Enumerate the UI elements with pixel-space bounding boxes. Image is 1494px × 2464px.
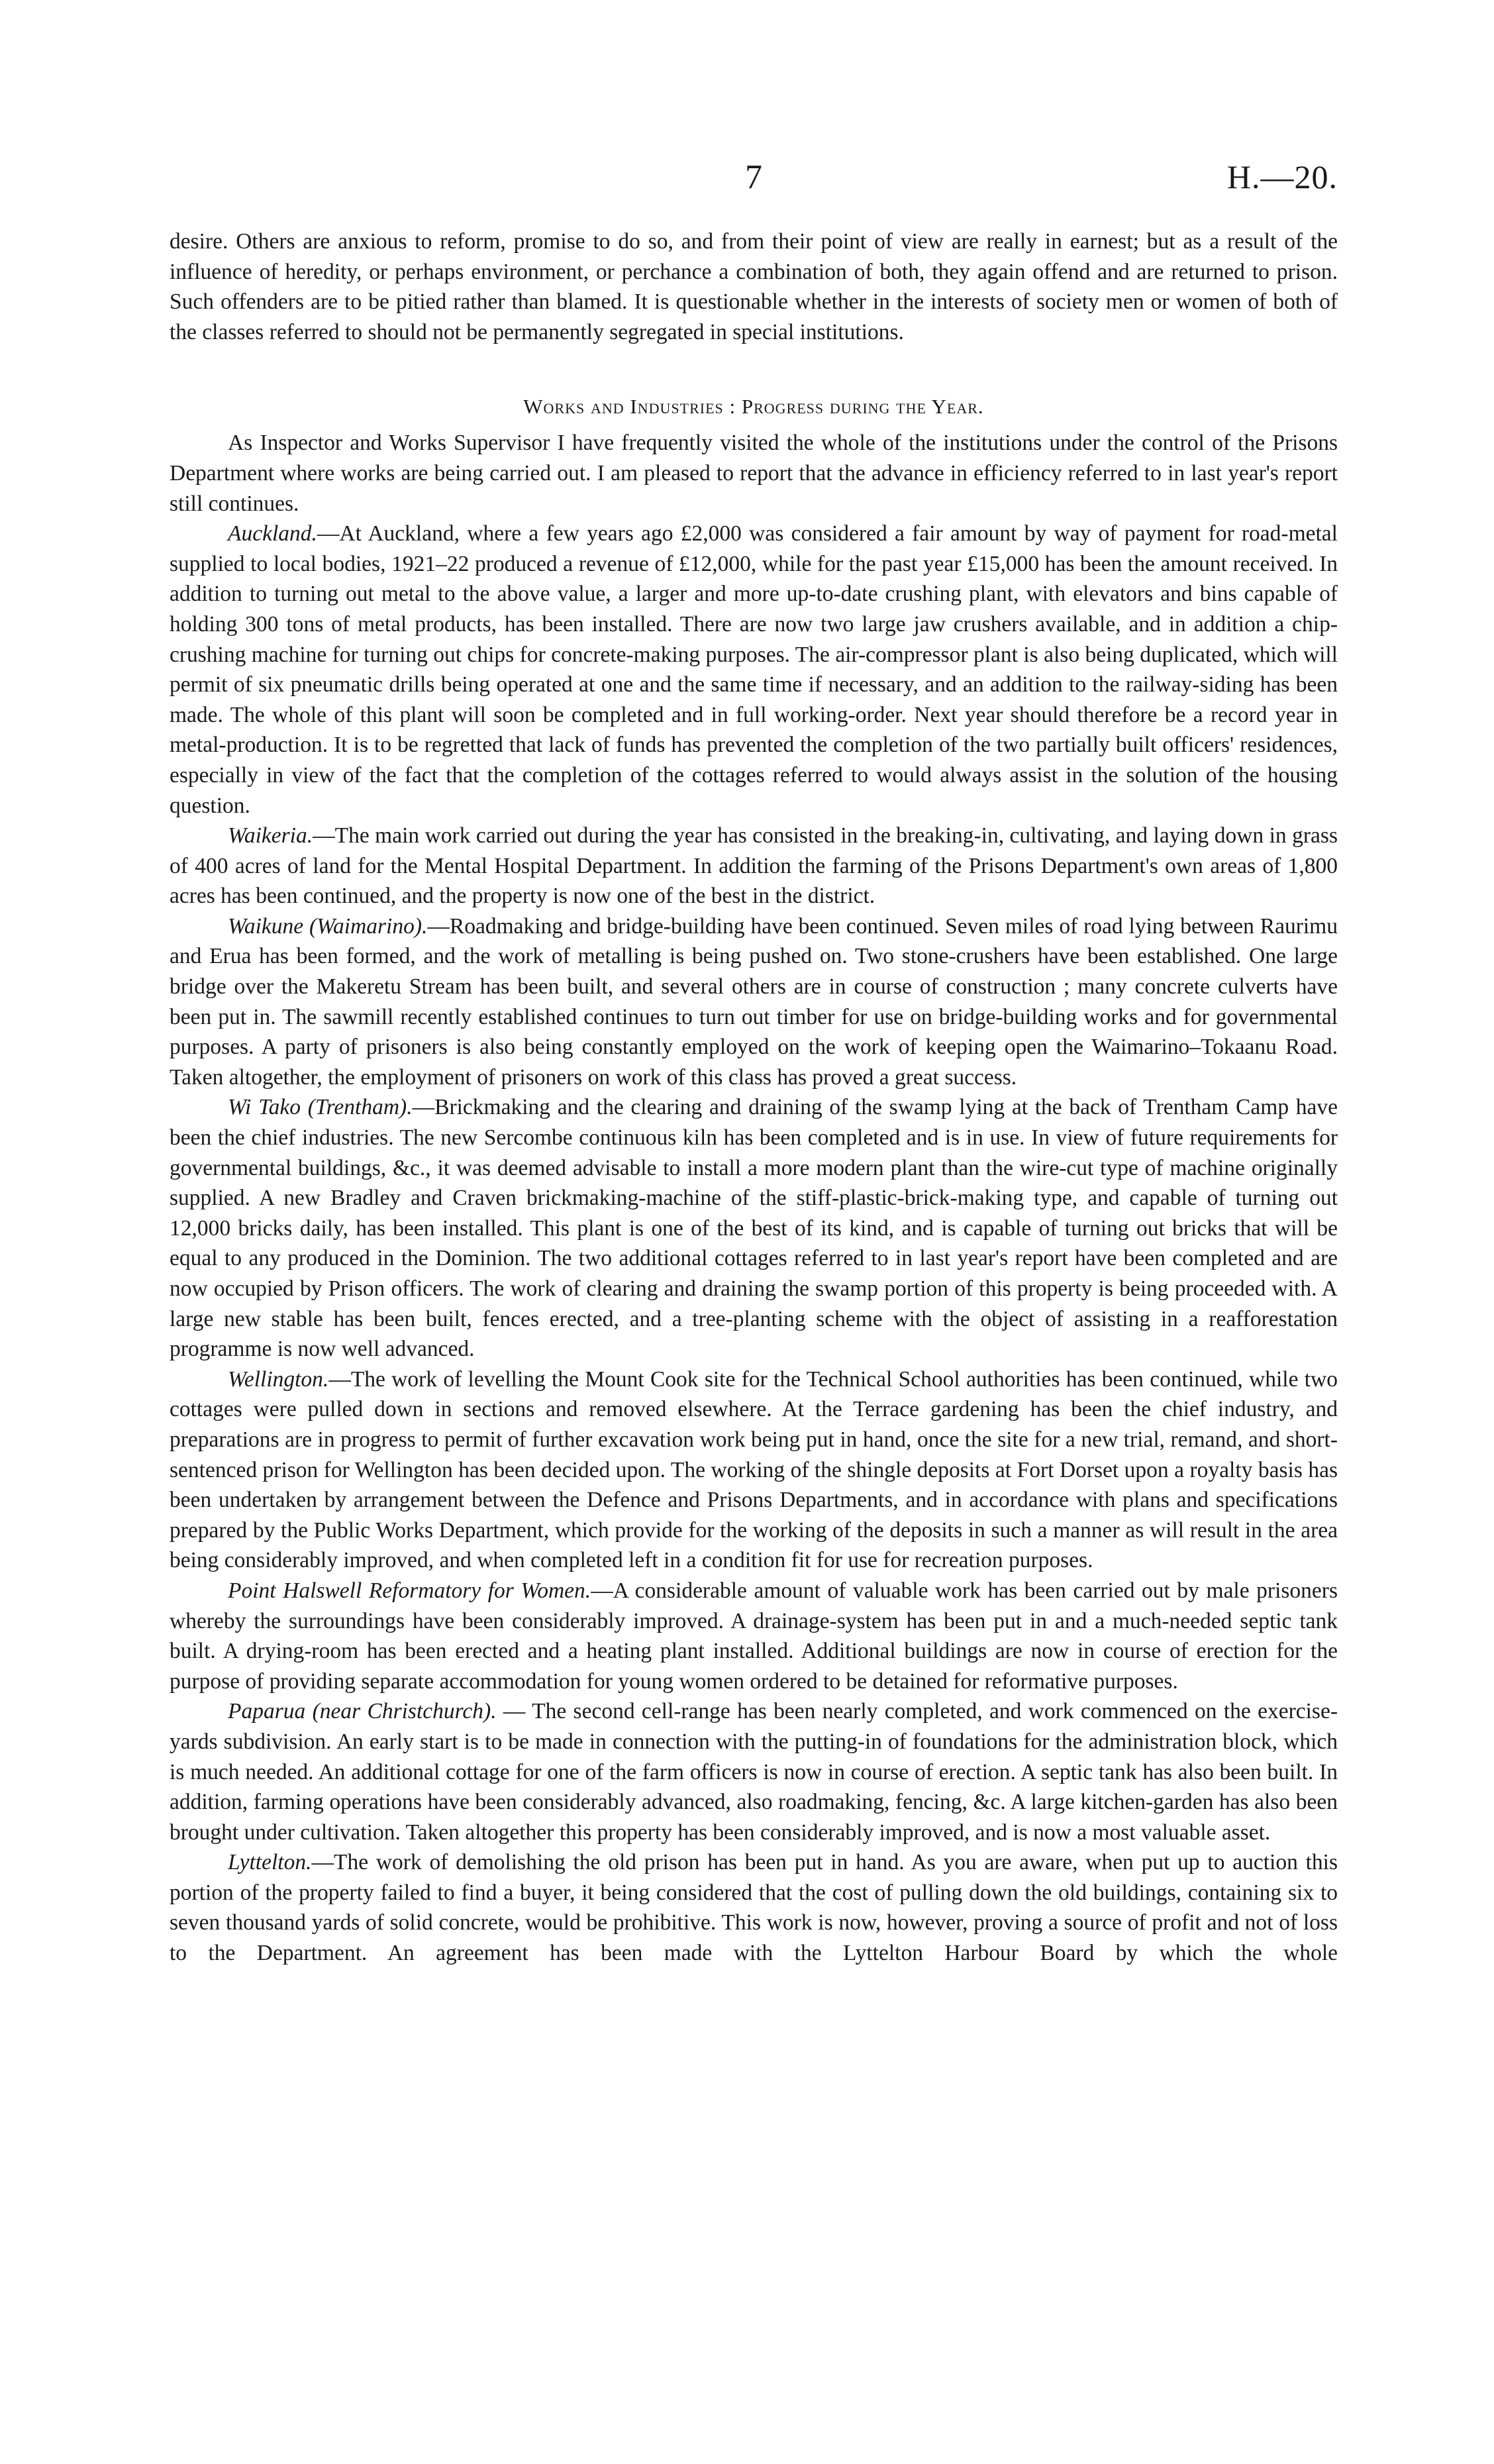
page-number: 7	[745, 158, 762, 196]
paragraph-text: —The work of demolishing the old prison has been put in hand. As you are aware, when put up to auction this portion of the property failed to find a buyer, it being considered that the cost of pulling down the old buildings, containing six to seven thousand yards of solid concrete, would be prohibitive. This work is now, however, proving a source of profit and not of loss to the Department. An agreement has been made with the Lyttelton Harbour Board by which the whole	[170, 1850, 1338, 1966]
page-body	[170, 227, 1338, 1969]
paragraph-lyttelton	[170, 1847, 1338, 1968]
paragraph-waikeria	[170, 821, 1338, 911]
paragraph-title: Wellington.	[228, 1366, 329, 1392]
paragraph-title: Wi Tako (Trentham).	[228, 1095, 413, 1120]
paragraph-text: —Brickmaking and the clearing and draining of the swamp lying at the back of Trentham Camp have been the chief industries. The new Sercombe continuous kiln has been completed and is in use. In view of future requirements for governmental buildings, &c., it was deemed advisable to install a more modern plant than the wire-cut type of machine originally supplied. A new Bradley and Craven brickmaking-machine of the stiff-plastic-brick-making type, and capable of turning out 12,000 bricks daily, has been installed. This plant is one of the best of its kind, and is capable of turning out bricks that will be equal to any produced in the Dominion. The two additional cottages referred to in last year's report have been completed and are now occupied by Prison officers. The work of clearing and draining the swamp portion of this property is being proceeded with. A large new stable has been built, fences erected, and a tree-planting scheme with the object of assisting in a reafforestation programme is now well advanced.	[170, 1095, 1338, 1362]
paragraph-wi-tako	[170, 1092, 1338, 1364]
paragraph-waikune	[170, 911, 1338, 1093]
paragraph-text: —The main work carried out during the year has consisted in the breaking-in, cultivating, and laying down in grass of 400 acres of land for the Mental Hospital Department. In addition the farming of the Prisons Department's own areas of 1,800 acres has been continued, and the property is now one of the best in the district.	[170, 823, 1338, 909]
intro-paragraph: desire. Others are anxious to reform, promise to do so, and from their point of view are really in earnest; but as a result of the influence of heredity, or perhaps environment, or perchance a combination of both, they again offend and are returned to prison. Such offenders are to be pitied rather than blamed. It is questionable whether in the interests of society men or women of both of the classes referred to should not be permanently segregated in special institutions.	[170, 229, 1338, 344]
paragraph-auckland	[170, 519, 1338, 821]
paragraph-paparua	[170, 1696, 1338, 1847]
paragraph-text: — The second cell-range has been nearly completed, and work commenced on the exercise-yards subdivision. An early start is to be made in connection with the putting-in of foundations for the administration block, which is much needed. An additional cottage for one of the farm officers is now in course of erection. A septic tank has also been built. In addition, farming operations have been considerably advanced, also roadmaking, fencing, &c. A large kitchen-garden has also been brought under cultivation. Taken altogether this property has been considerably improved, and is now a most valuable asset.	[170, 1699, 1338, 1845]
paragraph-title: Paparua (near Christchurch).	[228, 1699, 497, 1724]
document-reference: H.—20.	[1226, 158, 1338, 195]
paragraph-title: Waikeria.	[228, 823, 313, 848]
paragraph-text: —Roadmaking and bridge-building have been continued. Seven miles of road lying between Raurimu and Erua has been formed, and the work of metalling is being pushed on. Two stone-crushers have been established. One large bridge over the Makeretu Stream has been built, and several others are in course of construction ; many concrete culverts have been put in. The sawmill recently established continues to turn out timber for use on bridge-building works and for governmental purposes. A party of prisoners is also being constantly employed on the work of keeping open the Waimarino–Tokaanu Road. Taken altogether, the employment of prisoners on work of this class has proved a great success.	[170, 913, 1338, 1090]
paragraph-text: —At Auckland, where a few years ago £2,000 was considered a fair amount by way of payment for road-metal supplied to local bodies, 1921–22 produced a revenue of £12,000, while for the past year £15,000 has been the amount received. In addition to turning out metal to the above value, a larger and more up-to-date crushing plant, with elevators and bins capable of holding 300 tons of metal products, has been installed. There are now two large jaw crushers available, and in addition a chip-crushing machine for turning out chips for concrete-making purposes. The air-compressor plant is also being duplicated, which will permit of six pneumatic drills being operated at one and the same time if necessary, and an addition to the railway-siding has been made. The whole of this plant will soon be completed and in full working-order. Next year should therefore be a record year in metal-production. It is to be regretted that lack of funds has prevented the completion of the two partially built officers' residences, especially in view of the fact that the completion of the cottages referred to would always assist in the solution of the housing question.	[170, 521, 1338, 818]
paragraph-wellington	[170, 1364, 1338, 1576]
paragraph-title: Lyttelton.	[228, 1850, 312, 1875]
paragraph-text: —The work of levelling the Mount Cook site for the Technical School authorities has been continued, while two cottages were pulled down in sections and removed elsewhere. At the Terrace gardening has been the chief industry, and preparations are in progress to permit of further excavation work being put in hand, once the site for a new trial, remand, and short-sentenced prison for Wellington has been decided upon. The working of the shingle deposits at Fort Dorset upon a royalty basis has been undertaken by arrangement between the Defence and Prisons Departments, and in accordance with plans and specifications prepared by the Public Works Department, which provide for the working of the deposits in such a manner as will result in the area being considerably improved, and when completed left in a condition fit for use for recreation purposes.	[170, 1366, 1338, 1573]
section-heading: Works and Industries : Progress during the Year.	[523, 395, 984, 419]
paragraph-title: Waikune (Waimarino).	[228, 913, 428, 939]
paragraph-title: Point Halswell Reformatory for Women.	[228, 1578, 591, 1603]
page-header	[170, 158, 1338, 204]
opening-paragraph: As Inspector and Works Supervisor I have frequently visited the whole of the institutions under the control of the Prisons Department where works are being carried out. I am pleased to report that the advance in efficiency referred to in last year's report still continues.	[170, 431, 1338, 516]
paragraph-title: Auckland.	[228, 521, 317, 546]
paragraph-text: —A considerable amount of valuable work has been carried out by male prisoners whereby the surroundings have been considerably improved. A drainage-system has been put in and a much-needed septic tank built. A drying-room has been erected and a heating plant installed. Additional buildings are now in course of erection for the purpose of providing separate accommodation for young women ordered to be detained for reformative purposes.	[170, 1578, 1338, 1694]
paragraph-point-halswell	[170, 1576, 1338, 1696]
